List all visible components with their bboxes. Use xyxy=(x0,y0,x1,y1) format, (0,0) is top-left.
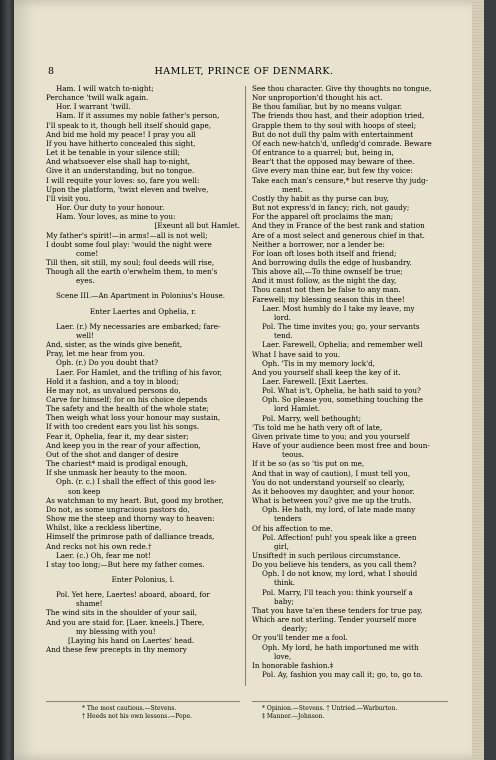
text-line: Neither a borrower, nor a lender be: xyxy=(252,239,385,249)
text-line: Enter Laertes and Ophelia, r. xyxy=(89,306,197,316)
text-line: And bid me hold my peace! I pray you all xyxy=(46,129,196,139)
text-line: Ham. If it assumes my noble father's person, xyxy=(56,111,220,121)
text-line: Costly thy habit as thy purse can buy, xyxy=(252,193,389,203)
text-line: tend. xyxy=(274,331,293,341)
text-line: Oph. My lord, he hath importuned me with xyxy=(262,642,419,652)
text-line: ment. xyxy=(282,184,303,194)
text-line: Nor unproportion'd thought his act. xyxy=(252,93,383,103)
text-line: girl, xyxy=(274,541,289,551)
footnote: † Heeds not his own lessons.—Pope. xyxy=(82,713,192,720)
footnote-rule-left xyxy=(46,701,240,702)
text-line: If she unmask her beauty to the moon. xyxy=(46,468,187,478)
text-line: Pol. Yet here, Laertes! aboard, aboard, for xyxy=(56,590,210,600)
text-line: Laer. For Hamlet, and the trifling of his favor, xyxy=(56,367,223,377)
text-line: Of entrance to a quarrel; but, being in, xyxy=(252,148,394,158)
text-line: But not express'd in fancy; rich, not gaudy; xyxy=(252,203,410,213)
text-line: shame! xyxy=(76,599,103,609)
page-header xyxy=(48,66,440,80)
text-line: Whilst, like a reckless libertine, xyxy=(46,523,162,533)
text-line: Oph. I do not know, my lord, what I should xyxy=(262,569,418,579)
left-text-column xyxy=(46,84,240,654)
text-line: Oph. (r. c.) I shall the effect of this good les- xyxy=(56,477,217,487)
text-line: Show me the steep and thorny way to heaven: xyxy=(46,514,215,524)
text-line: And you are staid for. [Laer. kneels.] There, xyxy=(46,617,205,627)
footnote: * Opinion.—Stevens. † Untried.—Warburton. xyxy=(262,705,398,712)
text-line: And it must follow, as the night the day, xyxy=(252,276,397,286)
text-line: my blessing with you! xyxy=(76,626,156,636)
text-line: Ham. Your loves, as mine to you: xyxy=(56,212,176,222)
text-line: The wind sits in the shoulder of your sail, xyxy=(46,608,198,618)
text-line: Fear it, Ophelia, fear it, my dear sister; xyxy=(46,431,189,441)
text-line: Laer. Farewell. [Exit Laertes. xyxy=(262,377,369,386)
footnote-rule-right xyxy=(252,701,448,702)
text-line: Laer. Farewell, Ophelia; and remember well xyxy=(262,340,423,350)
text-line: Laer. Most humbly do I take my leave, my xyxy=(262,303,415,313)
text-line: I doubt some foul play: 'would the night were xyxy=(46,239,212,249)
text-line: Out of the shot and danger of desire xyxy=(46,449,179,459)
text-line: If with too credent ears you list his songs. xyxy=(46,422,200,432)
text-line: love, xyxy=(274,651,292,661)
text-line: lord Hamlet. xyxy=(274,404,321,414)
text-line: And they in France of the best rank and station xyxy=(252,221,425,231)
text-line: [Exeunt all but Hamlet. xyxy=(154,221,240,231)
text-line: If it be so (as so 'tis put on me, xyxy=(252,459,365,469)
text-line: tenders xyxy=(274,514,302,524)
column-divider xyxy=(245,86,246,686)
text-line: Unsifted† in such perilous circumstance. xyxy=(252,550,401,560)
text-line: eyes. xyxy=(76,276,95,286)
text-line: I'll speak to it, though hell itself should gape, xyxy=(46,120,212,130)
text-line: Pol. What is't, Ophelia, he hath said to you? xyxy=(262,386,421,396)
running-title: HAMLET, PRINCE OF DENMARK. xyxy=(154,66,334,77)
text-line: And, sister, as the winds give benefit, xyxy=(46,340,183,350)
text-line: Take each man's censure,* but reserve thy judg- xyxy=(252,175,429,185)
text-line: For the apparel oft proclaims the man; xyxy=(252,212,394,222)
text-line: Have of your audience been most free and boun- xyxy=(252,441,430,451)
text-line: In honorable fashion.‡ xyxy=(252,660,334,670)
text-line: If you have hitherto concealed this sight, xyxy=(46,138,196,148)
text-line: But do not dull thy palm with entertainment xyxy=(252,129,414,139)
text-line: Pray, let me hear from you. xyxy=(46,349,146,359)
text-line: Pol. Marry, I'll teach you: think yourself a xyxy=(262,587,413,597)
text-line: The chariest* maid is prodigal enough, xyxy=(46,459,188,469)
text-line: Let it be tenable in your silence still; xyxy=(46,148,180,158)
text-line: Though all the earth o'erwhelm them, to men's xyxy=(46,267,218,277)
text-line: Enter Polonius, l. xyxy=(111,574,175,584)
text-line: And whatsoever else shall hap to-night, xyxy=(46,157,191,167)
text-line: That you have ta'en these tenders for true pay, xyxy=(252,605,423,615)
right-text-column xyxy=(252,84,448,679)
text-line: And borrowing dulls the edge of husbandry. xyxy=(252,257,412,267)
page-number: 8 xyxy=(48,66,55,77)
text-line: Pol. Affection! puh! you speak like a green xyxy=(262,532,417,542)
text-line: baby; xyxy=(274,596,294,606)
text-line: Laer. (c.) Oh, fear me not! xyxy=(56,550,151,560)
text-line: [Laying his hand on Laertes' head. xyxy=(68,635,195,645)
text-line: Are of a most select and generous chief in that. xyxy=(252,230,425,240)
text-line: My father's spirit!—in arms!—all is not well; xyxy=(46,230,208,240)
text-line: For loan oft loses both itself and friend; xyxy=(252,248,397,258)
footnote: ‡ Manner.—Johnson. xyxy=(262,713,325,720)
text-line: I will requite your loves: so, fare you well: xyxy=(46,175,200,185)
text-line: Or you'll tender me a fool. xyxy=(252,633,348,643)
text-line: Himself the primrose path of dalliance treads, xyxy=(46,532,215,542)
text-line: 'Tis told me he hath very oft of late, xyxy=(252,422,383,432)
text-line: lord. xyxy=(274,312,291,322)
text-line: Hold it a fashion, and a toy in blood; xyxy=(46,376,179,386)
text-line: And these few precepts in thy memory xyxy=(46,645,187,655)
text-line: Give it an understanding, but no tongue. xyxy=(46,166,195,176)
text-line: well! xyxy=(76,330,94,340)
text-line: Do you believe his tenders, as you call them? xyxy=(252,560,417,570)
text-line: Perchance 'twill walk again. xyxy=(46,93,149,103)
text-line: And recks not his own rede.† xyxy=(46,541,152,551)
text-line: And you yourself shall keep the key of it. xyxy=(252,367,401,377)
text-line: See thou character. Give thy thoughts no tongue, xyxy=(252,84,432,93)
text-line: Bear't that the opposed may beware of thee. xyxy=(252,157,415,167)
text-line: I'll visit you. xyxy=(46,193,91,203)
text-line: As it behooves my daughter, and your honor. xyxy=(252,486,415,496)
text-line: Pol. Ay, fashion you may call it; go, to, go to. xyxy=(262,670,423,679)
text-line: This above all,—To thine ownself be true; xyxy=(252,267,403,277)
text-line: Which are not sterling. Tender yourself more xyxy=(252,615,417,625)
text-line: Farewell; my blessing season this in thee! xyxy=(252,294,405,304)
text-line: dearly; xyxy=(282,624,308,634)
text-line: Scene III.—An Apartment in Polonius's House. xyxy=(56,291,226,301)
text-line: What I have said to you. xyxy=(252,349,341,359)
text-line: Do not, as some ungracious pastors do, xyxy=(46,504,190,514)
text-line: Upon the platform, 'twixt eleven and twelve, xyxy=(46,184,209,194)
text-line: He may not, as unvalued persons do, xyxy=(46,385,181,395)
text-line: teous. xyxy=(282,450,305,460)
text-line: Hor. I warrant 'twill. xyxy=(56,102,131,112)
text-line: Laer. (r.) My necessaries are embarked; fare- xyxy=(56,321,221,331)
text-line: Pol. Marry, well bethought; xyxy=(262,413,362,423)
text-line: As watchman to my heart. But, good my brother, xyxy=(46,495,224,505)
text-line: Give every man thine ear, but few thy voice: xyxy=(252,166,413,176)
footnote: * The most cautious.—Stevens. xyxy=(82,705,177,712)
text-line: Given private time to you; and you yourself xyxy=(252,431,410,441)
book-binding xyxy=(0,0,14,760)
text-line: Pol. The time invites you; go, your servants xyxy=(262,322,420,332)
text-line: Oph. (r.) Do you doubt that? xyxy=(56,358,159,368)
text-line: Oph. 'Tis in my memory lock'd, xyxy=(262,358,375,368)
text-line: You do not understand yourself so clearly, xyxy=(252,477,405,487)
text-line: Hor. Our duty to your honour. xyxy=(56,203,165,213)
text-line: What is between you? give me up the truth. xyxy=(252,496,412,506)
footnotes-right xyxy=(262,705,442,721)
text-line: Ham. I will watch to-night; xyxy=(56,84,154,93)
text-line: Oph. So please you, something touching the xyxy=(262,395,423,405)
footnotes-left xyxy=(82,705,232,721)
text-line: Be thou familiar, but by no means vulgar. xyxy=(252,102,403,112)
text-line: The safety and the health of the whole state; xyxy=(46,404,209,414)
text-line: I stay too long;—But here my father comes. xyxy=(46,559,205,569)
text-line: And keep you in the rear of your affection, xyxy=(46,440,201,450)
text-line: think. xyxy=(274,578,296,588)
text-line: The friends thou hast, and their adoption tried, xyxy=(252,111,425,121)
text-line: And that in way of caution), I must tell you, xyxy=(252,468,411,478)
text-line: Of each new-hatch'd, unfledg'd comrade. Beware xyxy=(252,138,432,148)
text-line: Oph. He hath, my lord, of late made many xyxy=(262,505,416,515)
text-line: Thou canst not then be false to any man. xyxy=(252,285,401,295)
text-line: Grapple them to thy soul with hoops of steel; xyxy=(252,120,417,130)
text-line: come! xyxy=(76,248,99,258)
text-line: Carve for himself; for on his choice depends xyxy=(46,395,208,404)
text-line: Then weigh what loss your honour may sustain, xyxy=(46,413,221,423)
text-line: son keep xyxy=(68,486,101,496)
page-edge xyxy=(472,0,484,760)
text-line: Till then, sit still, my soul; foul deeds will rise, xyxy=(46,257,215,267)
text-line: Of his affection to me. xyxy=(252,523,333,533)
